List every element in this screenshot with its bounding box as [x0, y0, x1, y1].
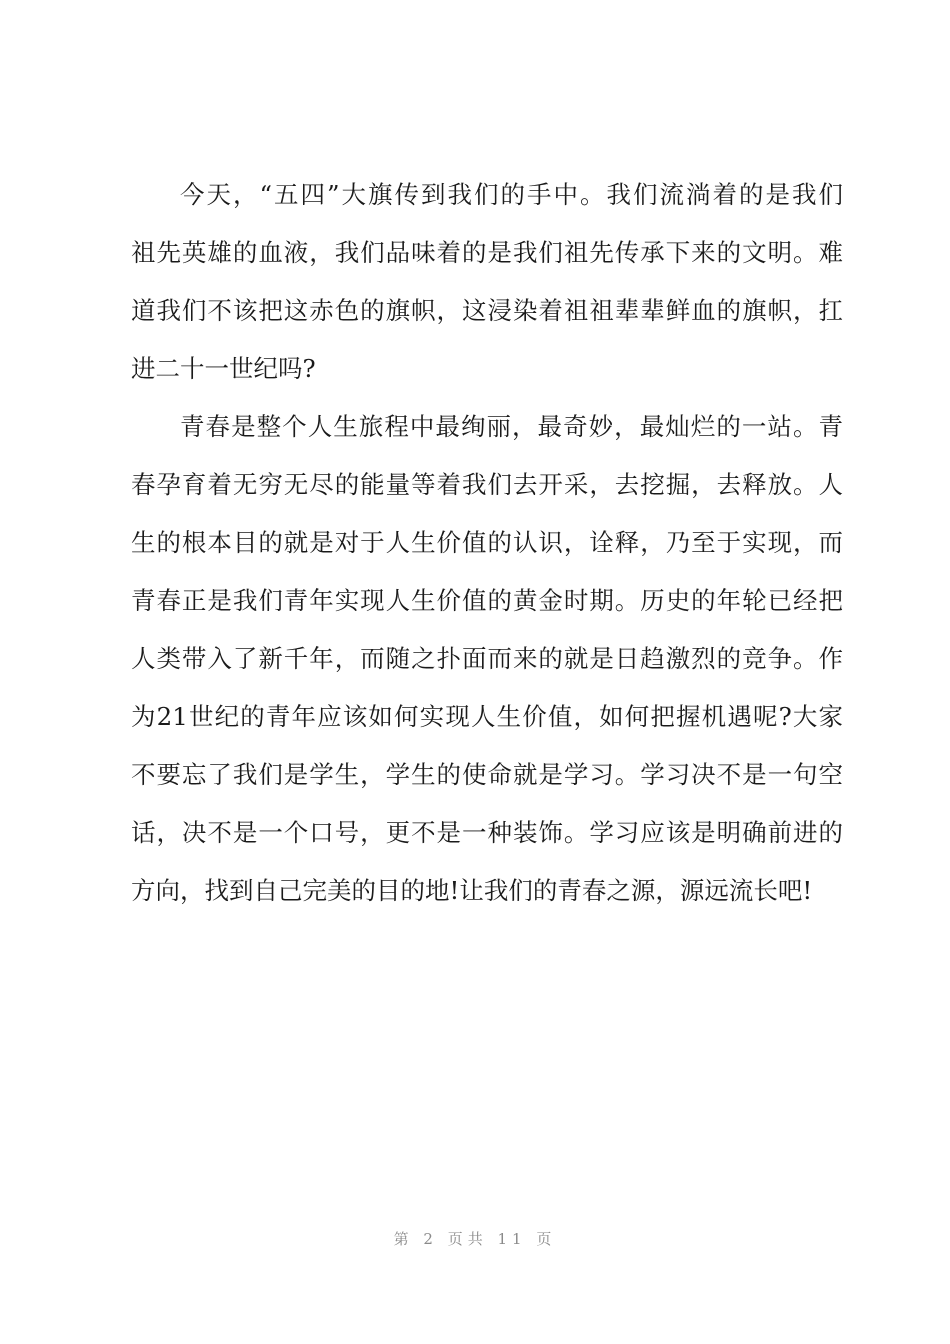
page-number-footer: 第 2 页共 11 页	[393, 1230, 557, 1248]
paragraph-line: 人类带入了新千年，而随之扑面而来的就是日趋激烈的竞争。作	[131, 644, 843, 673]
paragraph-line: 方向，找到自己完美的目的地!让我们的青春之源，源远流长吧!	[131, 876, 813, 905]
paragraph-line: 青春是整个人生旅程中最绚丽，最奇妙，最灿烂的一站。青	[180, 412, 843, 441]
paragraph-line: 今天，“五四”大旗传到我们的手中。我们流淌着的是我们	[180, 180, 843, 209]
document-body	[131, 166, 843, 920]
paragraph-line: 生的根本目的就是对于人生价值的认识，诠释，乃至于实现，而	[131, 528, 843, 557]
paragraph-line: 进二十一世纪吗?	[131, 354, 316, 383]
paragraph-line: 祖先英雄的血液，我们品味着的是我们祖先传承下来的文明。难	[131, 238, 843, 267]
paragraph-line: 道我们不该把这赤色的旗帜，这浸染着祖祖辈辈鲜血的旗帜，扛	[131, 296, 843, 325]
paragraph-line: 不要忘了我们是学生，学生的使命就是学习。学习决不是一句空	[131, 760, 843, 789]
paragraph-line: 话，决不是一个口号，更不是一种装饰。学习应该是明确前进的	[131, 818, 843, 847]
paragraph-1	[131, 166, 843, 398]
paragraph-line: 青春正是我们青年实现人生价值的黄金时期。历史的年轮已经把	[131, 586, 843, 615]
paragraph-2	[131, 398, 843, 920]
paragraph-line: 为21世纪的青年应该如何实现人生价值，如何把握机遇呢?大家	[131, 702, 843, 731]
paragraph-line: 春孕育着无穷无尽的能量等着我们去开采，去挖掘，去释放。人	[131, 470, 843, 499]
